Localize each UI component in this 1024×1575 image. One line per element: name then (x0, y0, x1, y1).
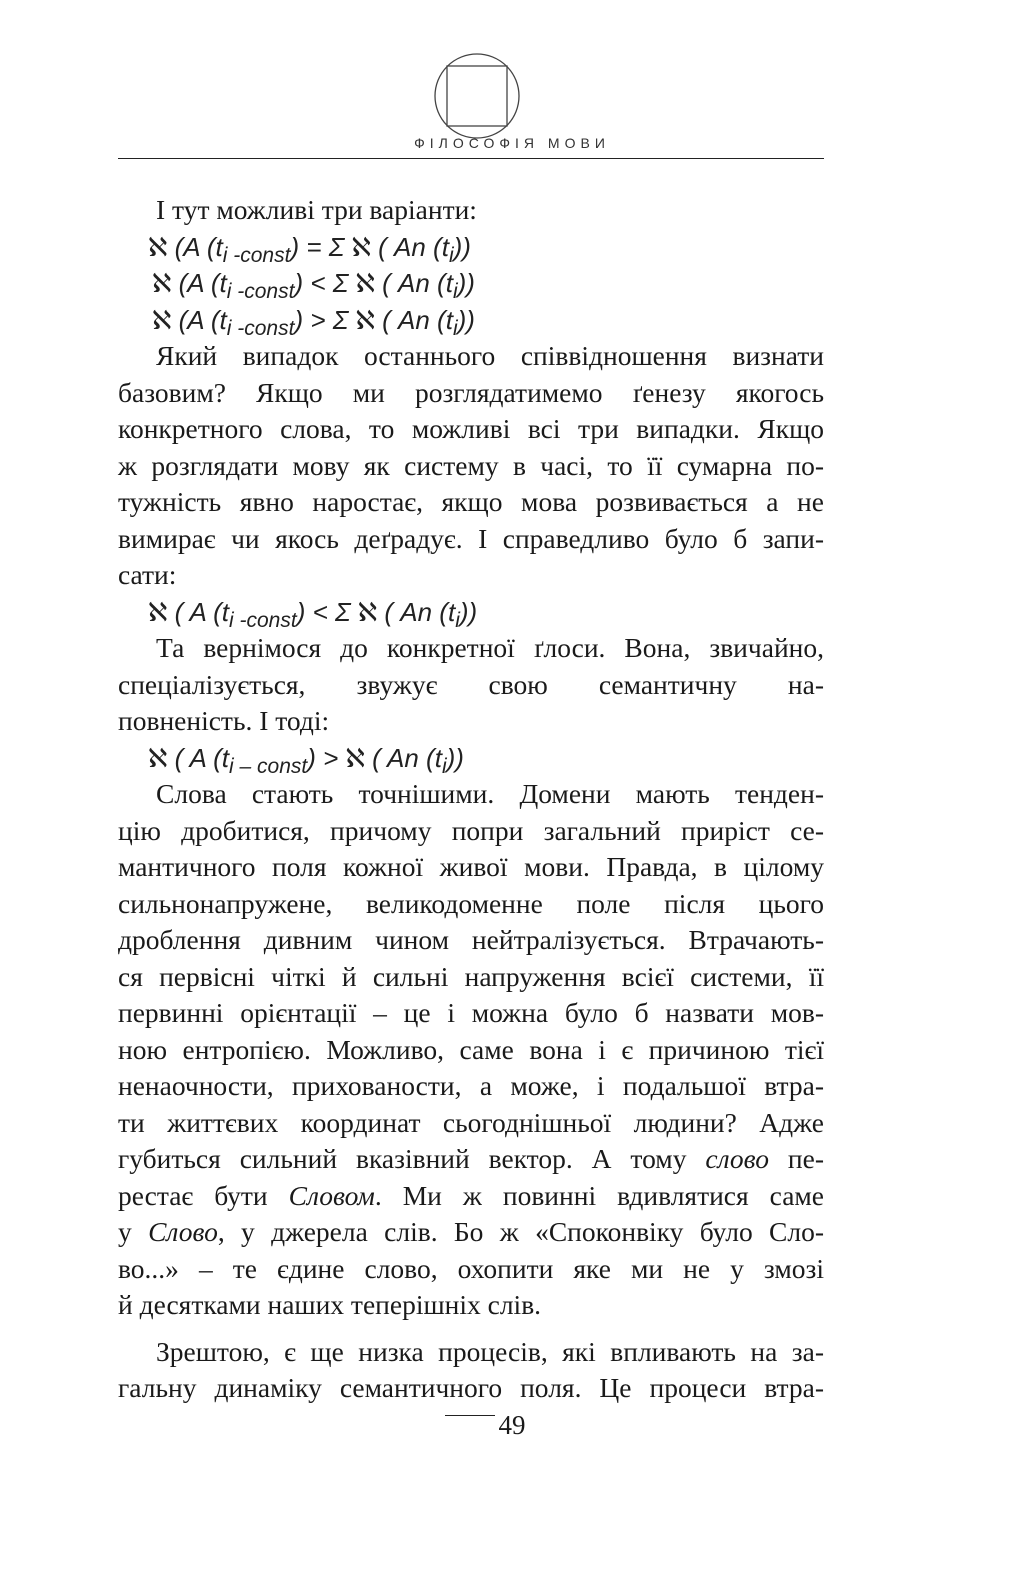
formula-5: ℵ ( A $(t_{i - const})$ > ℵ ( An $(t_i)$) (148, 742, 464, 778)
paragraph-line: спеціалізується, звужує свою семантичну на- (118, 668, 824, 700)
paragraph-line: сильнонапружене, великодоменне поле після цього (118, 887, 824, 919)
italic-word: слово (705, 1143, 769, 1174)
paragraph-line: вимирає чи якось деґрадує. І справедливо було б запи- (118, 522, 824, 554)
formula-3: ℵ (A $(t_{i -const}) > \Sigma$ ℵ ( An $(t_i)$) (152, 304, 475, 340)
paragraph-line: конкретного слова, то можливі всі три випадки. Якщо (118, 413, 824, 444)
paragraph-line: ною ентропією. Можливо, саме вона і є причиною тієї (118, 1033, 824, 1065)
paragraph-line: рестає бути Словом. Ми ж повинні вдивлятися саме (118, 1179, 825, 1211)
paragraph-line: во...» – те єдине слово, охопити яке ми не у змозі (118, 1252, 824, 1284)
running-title: ФІЛОСОФІЯ МОВИ (414, 135, 610, 151)
formula-2: ℵ (A $(t_{i -const}) < \Sigma$ ℵ ( An $(t_i)$) (152, 268, 475, 303)
paragraph-line: первинні орієнтації – це і можна було б назвати мов- (118, 997, 824, 1028)
page-number: 49 (498, 1410, 526, 1440)
paragraph-line: губиться сильний вказівний вектор. А тому слово пе- (118, 1143, 824, 1174)
formula-1: ℵ (A $(t_{i -const}) = \Sigma$ ℵ ( An $(t_i)$) (148, 231, 471, 267)
paragraph-line: у Слово, у джерела слів. Бо ж «Споконвіку було Сло- (118, 1216, 824, 1247)
paragraph-line: Зрештою, є ще низка процесів, які впливають на за- (156, 1335, 824, 1367)
paragraph-line: ненаочности, прихованости, а може, і подальшої втра- (118, 1070, 824, 1101)
paragraph-line: дроблення дивним чином нейтралізується. Втрачають- (118, 924, 824, 955)
paragraph-line: й десятками наших теперішніх слів. (118, 1289, 542, 1320)
italic-word: Словом (288, 1179, 375, 1211)
paragraph-gap (118, 1324, 824, 1334)
header-rule (118, 158, 824, 159)
paragraph-line: Слова стають точнішими. Домени мають тенден- (156, 778, 824, 809)
paragraph-line: тужність явно наростає, якщо мова розвивається а не (118, 486, 824, 517)
paragraph-line: Та вернімося до конкретної ґлоси. Вона, звичайно, (156, 632, 824, 663)
paragraph-line: ся первісні чіткі й сильні напруження всієї системи, її (118, 960, 824, 992)
paragraph-line: мантичного поля кожної живої мови. Правда, в цілому (118, 851, 824, 882)
paragraph-line: базовим? Якщо ми розглядатимемо ґенезу якогось (118, 376, 824, 408)
italic-word: Слово (148, 1216, 218, 1247)
paragraph-line: гальну динаміку семантичного поля. Це процеси втра- (118, 1372, 824, 1403)
paragraph-line: цію дробитися, причому попри загальний приріст се- (118, 814, 824, 846)
paragraph-line: І тут можливі три варіанти: (156, 194, 477, 225)
circle-square-emblem-icon (433, 52, 521, 140)
paragraph-line: ж розглядати мову як систему в часі, то її сумарна по- (118, 449, 824, 481)
paragraph-line: ти життєвих координат сьогоднішньої людини? Адже (118, 1106, 824, 1138)
paragraph-line: сати: (118, 559, 177, 590)
formula-4: ℵ ( A $(t_{i -const}) < \Sigma$ ℵ ( An $(t_i)$) (148, 596, 478, 632)
page-body (118, 192, 824, 1407)
paragraph-line: Який випадок останнього співвідношення визнати (156, 340, 824, 371)
paragraph-line: повненість. І тоді: (118, 705, 330, 736)
